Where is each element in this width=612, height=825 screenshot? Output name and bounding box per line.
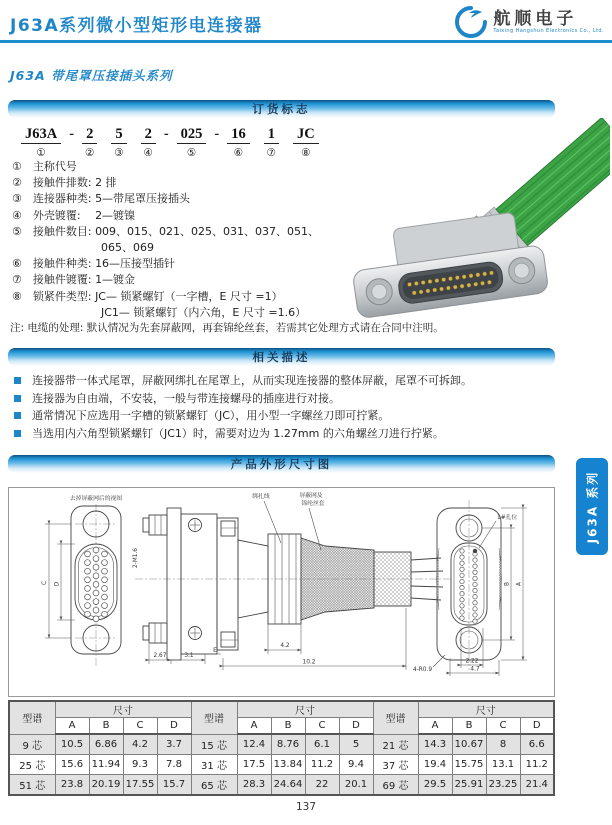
value-cell: 10.67 [452,734,486,755]
value-cell: 6.1 [305,734,339,755]
code-segment-number: ⑦ [266,147,277,159]
dim-222-label: 2.22 [465,658,479,665]
model-header: 型谱 [191,701,237,734]
ordering-list-item: ⑤ 接触件数目: 009、015、021、025、031、037、051、 [12,224,320,238]
column-header: B [452,718,486,735]
dimensions-banner: 产品外形尺寸图 [8,455,555,473]
code-dash: - [163,126,169,142]
description-item: 连接器带一体式尾罩，屏蔽网绑扎在尾罩上，从而实现连接器的整体屏蔽，尾罩不可拆卸。 [12,372,552,390]
code-segment-text: 16 [227,126,250,144]
dim-b-label: B [504,582,511,586]
model-cell: 37 芯 [373,755,418,775]
value-cell: 15.6 [55,755,89,775]
company-logo [453,4,604,40]
value-cell: 9.4 [339,755,373,775]
table-row [9,775,554,796]
value-cell: 23.8 [55,775,89,796]
value-cell: 13.1 [486,755,520,775]
code-segment [227,126,250,159]
dim-102-label: 10.2 [302,659,316,666]
value-cell: 4.2 [123,734,157,755]
ordering-note: 注: 电缆的处理: 默认情况为先套屏蔽网，再套锦纶丝套，若需其它处理方式请在合同中注明。 [10,322,444,334]
value-cell: 11.94 [89,755,123,775]
value-cell: 25.91 [452,775,486,796]
code-segment-text: 1 [264,126,279,144]
dim-42-label: 4.2 [280,643,290,649]
value-cell: 5 [339,734,373,755]
value-cell: 8 [486,734,520,755]
value-cell: 11.2 [520,755,554,775]
code-segment [21,126,61,159]
value-cell: 15.75 [452,755,486,775]
front-view-drawing [42,494,122,666]
code-segment [293,126,319,159]
ordering-list-item: ③ 连接器种类: 5—带尾罩压接插头 [12,192,191,206]
hole-1-label: 1#孔位 [497,515,518,521]
header-divider [0,40,612,43]
logo-tagline: Taixing Hangshun Electronics Co., Ltd. [493,28,604,34]
side-view-drawing [133,491,451,670]
value-cell: 24.64 [271,775,305,796]
ordering-list-item: ⑧ 锁紧件类型: JC— 锁紧螺钉（一字槽，E 尺寸 =1） [12,289,283,303]
page-number: 137 [295,801,317,813]
value-cell: 17.5 [237,755,271,775]
value-cell: 9.3 [123,755,157,775]
ordering-banner: 订货标志 [8,100,555,118]
logo-name: 航顺电子 [493,9,578,29]
code-segment-number: ⑤ [186,147,197,159]
code-segment-number: ④ [143,147,153,159]
dim-31-label: 3.1 [184,653,194,659]
dim-47-label: 4.7 [470,666,480,673]
ordering-list-item: ⑦ 接触件镀覆: 1—镀金 [12,273,136,287]
ordering-list-item: ④ 外壳镀覆: 2—镀镍 [12,208,136,222]
model-cell: 21 芯 [373,734,418,755]
thread-spec-label: 2-M1.6 [133,547,139,569]
size-header: 尺寸 [418,701,554,718]
code-dash: - [69,126,75,142]
value-cell: 8.76 [271,734,305,755]
series-section-title: J63A 带尾罩压接插头系列 [10,68,173,83]
column-header: A [418,718,452,735]
ordering-list-item: JC1— 锁紧螺钉（内六角，E 尺寸 =1.6） [101,305,307,319]
table-row [9,755,554,775]
value-cell: 28.3 [237,775,271,796]
value-cell: 20.1 [339,775,373,796]
description-item: 当选用内六角型锁紧螺钉（JC1）时，需要对边为 1.27mm 的六角螺丝刀进行拧紧。 [12,425,552,443]
front-view-label: 去掉屏蔽网后的视图 [69,496,123,502]
code-segment [264,126,279,159]
value-cell: 14.3 [418,734,452,755]
shield-net-label-2: 锦纶丝套 [301,501,325,507]
model-cell: 25 芯 [9,755,55,775]
code-segment-text: JC [293,126,319,144]
description-item: 通常情况下应选用一字槽的锁紧螺钉（JC），用小型一字螺丝刀即可拧紧。 [12,407,552,425]
dimension-table-wrap [8,700,555,796]
code-segment [111,126,126,159]
value-cell: 11.2 [305,755,339,775]
ordering-list-item: 065、069 [101,241,154,255]
model-cell: 15 芯 [191,734,237,755]
code-segment [177,126,207,159]
description-list [12,372,552,442]
value-cell: 3.7 [157,734,191,755]
column-header: C [486,718,520,735]
column-header: D [339,718,373,735]
value-cell: 13.84 [271,755,305,775]
value-cell: 12.4 [237,734,271,755]
tie-wire-label: 绑扎线 [252,494,270,500]
column-header: C [123,718,157,735]
code-segment-number: ② [84,147,95,159]
series-side-tab-label: J63A 系列 [585,470,600,543]
ordering-code [14,126,326,159]
value-cell: 6.6 [520,734,554,755]
value-cell: 19.4 [418,755,452,775]
dim-e-label: E [213,648,217,654]
shield-net-label-1: 屏蔽网及 [299,493,323,499]
model-cell: 65 芯 [191,775,237,796]
code-dash: - [214,126,220,142]
model-cell: 51 芯 [9,775,55,796]
value-cell: 6.86 [89,734,123,755]
column-header: D [520,718,554,735]
ordering-list-item: ① 主称代号 [12,160,77,173]
dimension-table [8,700,555,796]
connector-photo [338,118,610,333]
description-banner: 相关描述 [8,348,555,366]
value-cell: 23.25 [486,775,520,796]
value-cell: 20.19 [89,775,123,796]
corner-radius-label: 4-R0.9 [413,667,433,673]
model-cell: 31 芯 [191,755,237,775]
dim-267-label: 2.67 [153,653,167,659]
code-segment-text: 2 [82,126,97,144]
code-segment [141,126,156,159]
code-segment-number: ⑥ [233,147,244,159]
size-header: 尺寸 [237,701,373,718]
table-row [9,734,554,755]
code-segment [82,126,97,159]
size-header: 尺寸 [55,701,191,718]
code-segment-number: ⑧ [301,147,311,159]
code-segment-text: 5 [111,126,126,144]
ordering-list-item: ② 接触件排数: 2 排 [12,176,117,190]
code-segment-text: 025 [177,126,207,144]
dimension-drawing-box [8,487,555,697]
model-cell: 9 芯 [9,734,55,755]
description-item: 连接器为自由端，不安装，一般与带连接螺母的插座进行对接。 [12,390,552,408]
column-header: A [237,718,271,735]
ordering-list [12,159,357,321]
column-header: B [271,718,305,735]
column-header: D [157,718,191,735]
column-header: B [89,718,123,735]
dim-a-label: A [516,582,523,586]
column-header: A [55,718,89,735]
dim-c-label: C [42,580,48,586]
rear-view-drawing [413,500,527,676]
value-cell: 22 [305,775,339,796]
code-segment-text: J63A [21,126,61,144]
value-cell: 10.5 [55,734,89,755]
value-cell: 15.7 [157,775,191,796]
code-segment-text: 2 [141,126,156,144]
model-cell: 69 芯 [373,775,418,796]
model-header: 型谱 [9,701,55,734]
dim-d-label: D [54,581,61,587]
column-header: C [305,718,339,735]
value-cell: 17.55 [123,775,157,796]
logo-swoosh-icon [453,4,489,40]
ordering-list-item: ⑥ 接触件种类: 16—压接型插针 [12,257,176,271]
model-header: 型谱 [373,701,418,734]
series-side-tab [576,458,608,555]
value-cell: 29.5 [418,775,452,796]
value-cell: 21.4 [520,775,554,796]
code-segment-number: ③ [114,147,124,159]
value-cell: 7.8 [157,755,191,775]
page-title: J63A系列微小型矩形电连接器 [10,16,263,36]
code-segment-number: ① [36,147,46,159]
